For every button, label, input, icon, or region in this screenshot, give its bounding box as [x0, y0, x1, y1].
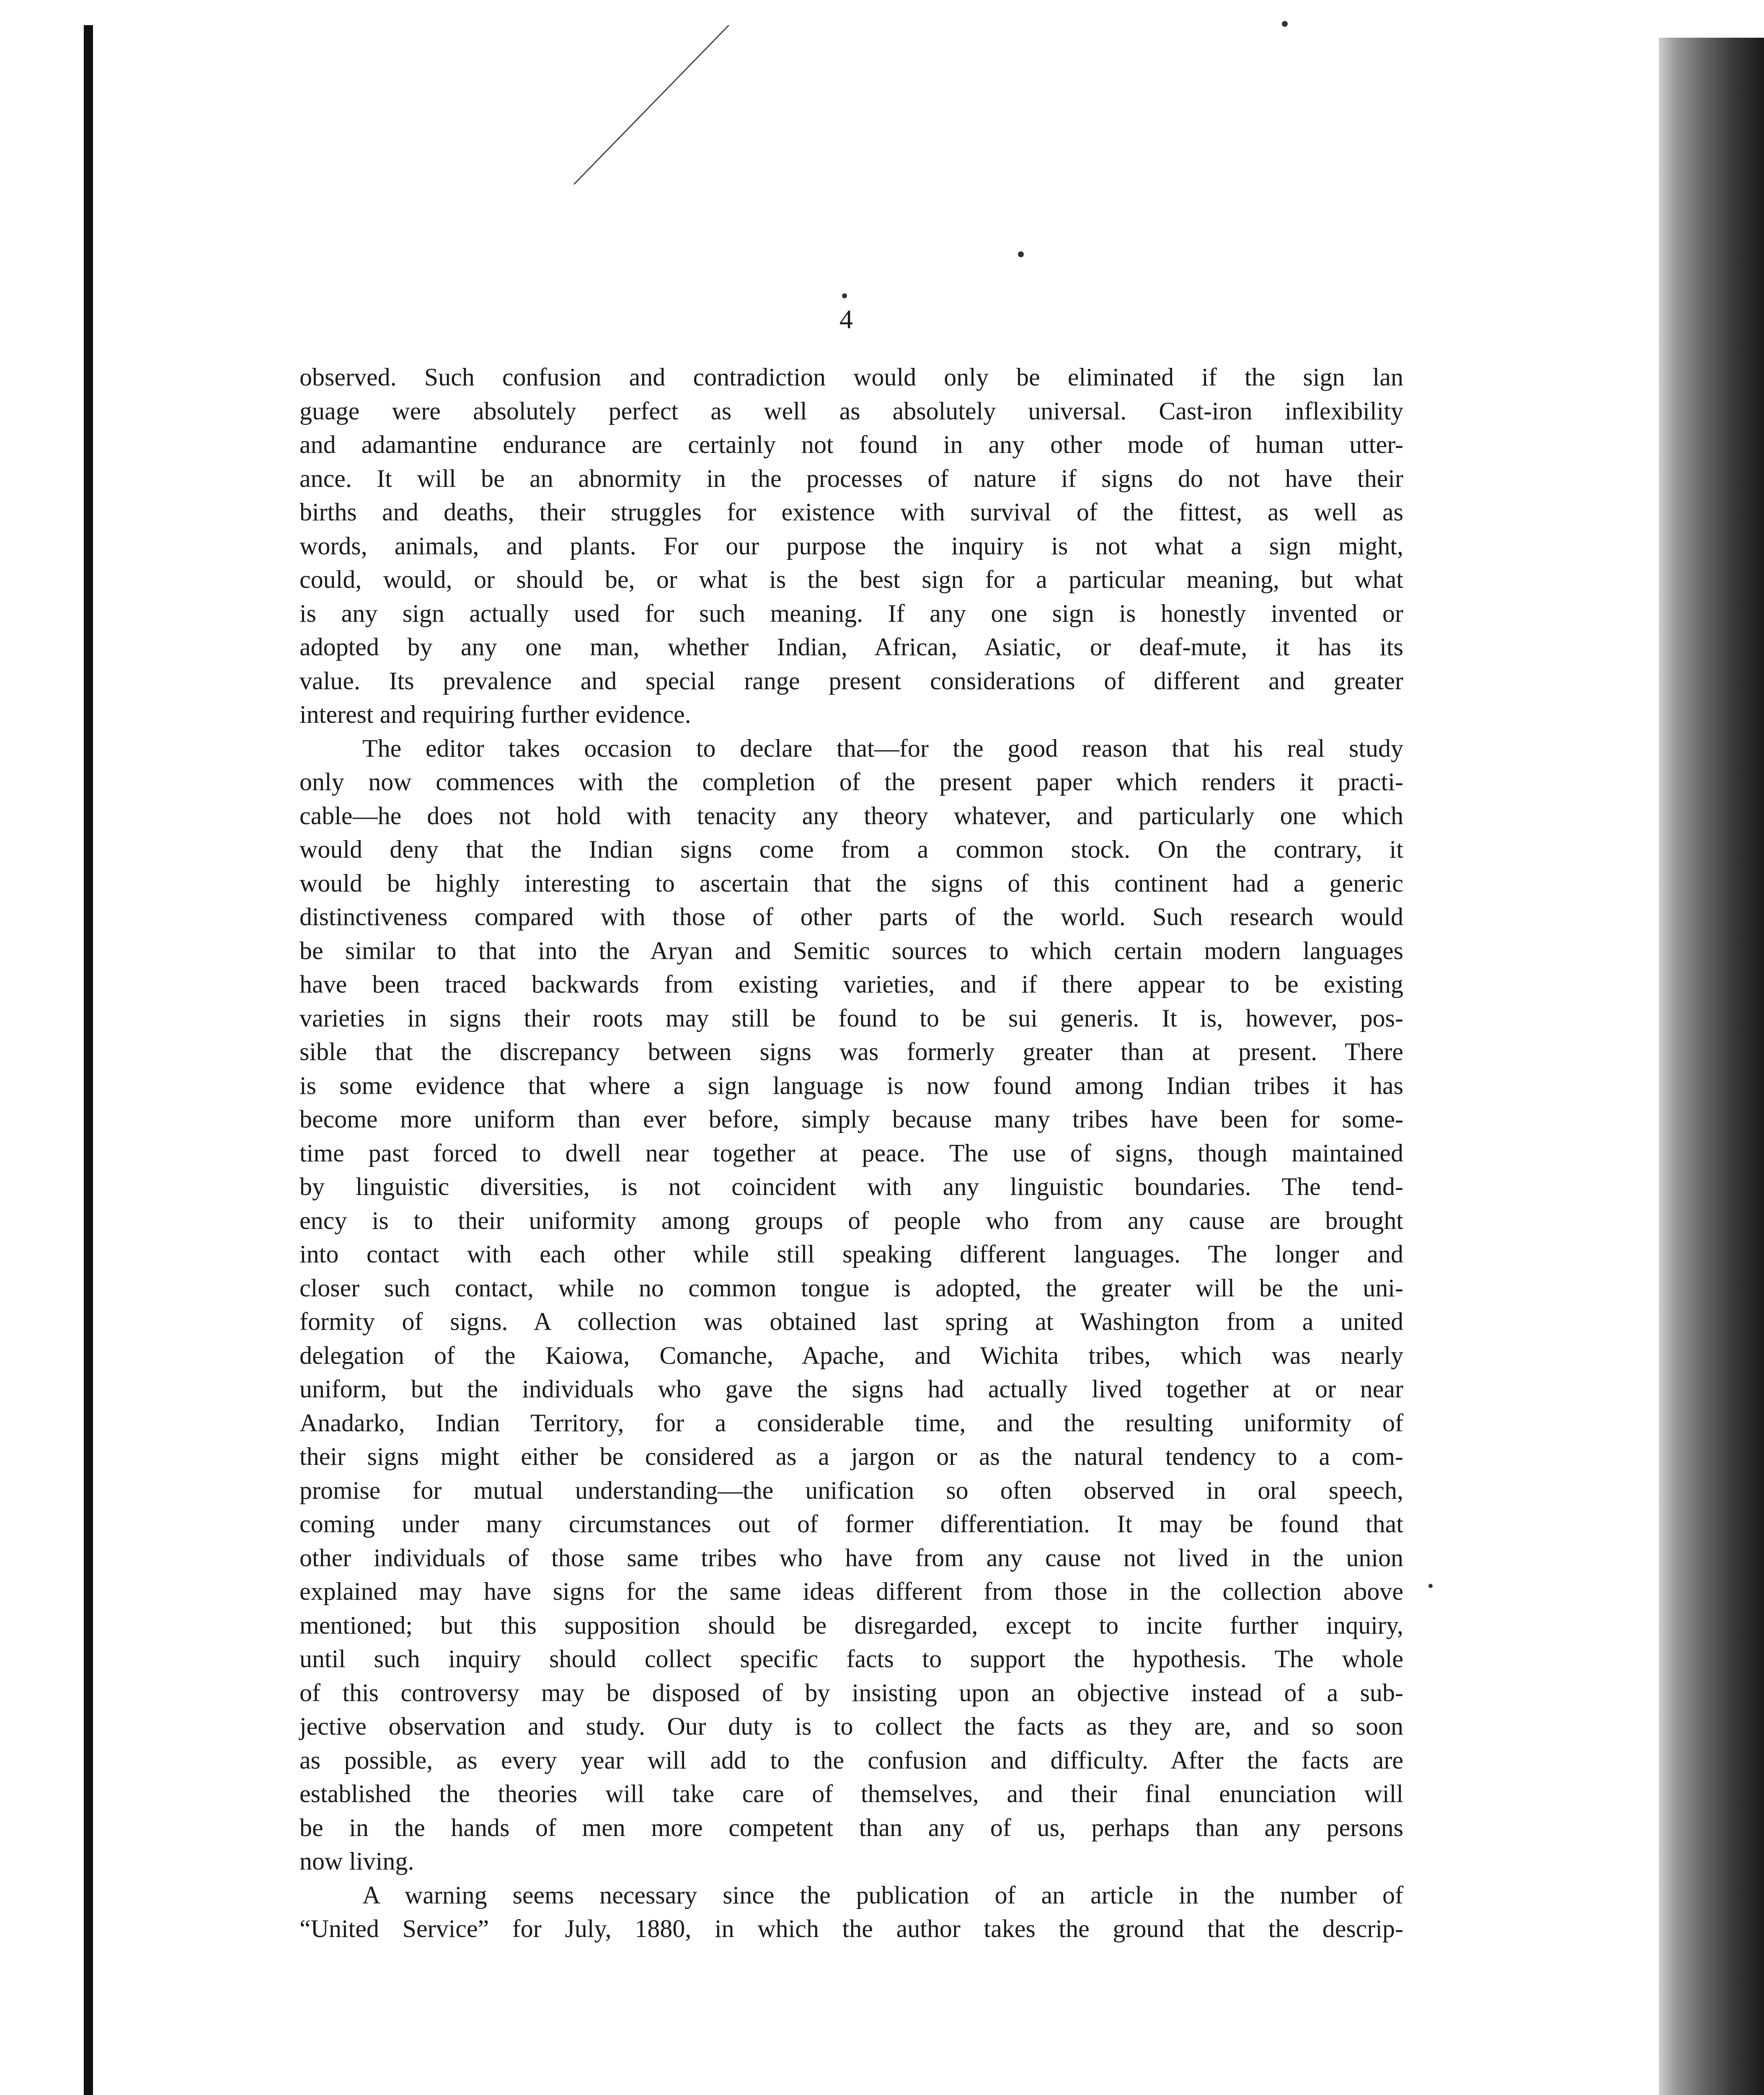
text-line: formity of signs. A collection was obtained last spring at Washington from a united	[300, 1308, 1403, 1335]
scan-speck	[1428, 1584, 1433, 1588]
page-number: 4	[839, 304, 853, 334]
text-line: observed. Such confusion and contradiction would only be eliminated if the sign lan	[300, 363, 1403, 391]
text-line: would be highly interesting to ascertain that the signs of this continent had a generic	[300, 869, 1403, 897]
text-line: coming under many circumstances out of former differentiation. It may be found that	[300, 1510, 1403, 1538]
scan-edge-right	[1659, 38, 1764, 2095]
paragraph-2	[300, 732, 1403, 1878]
text-line: of this controversy may be disposed of by insisting upon an objective instead of a sub-	[300, 1679, 1403, 1707]
text-line: would deny that the Indian signs come from a common stock. On the contrary, it	[300, 835, 1403, 863]
text-line: could, would, or should be, or what is the best sign for a particular meaning, but what	[300, 566, 1403, 593]
text-line: explained may have signs for the same ideas different from those in the collection above	[300, 1578, 1403, 1605]
text-line: into contact with each other while still speaking different languages. The longer and	[300, 1240, 1403, 1268]
text-line: distinctiveness compared with those of other parts of the world. Such research would	[300, 903, 1403, 931]
text-line: sible that the discrepancy between signs was formerly greater than at present. There	[300, 1038, 1403, 1066]
body-text	[300, 360, 1403, 1946]
text-line: now living.	[300, 1847, 414, 1875]
text-line: have been traced backwards from existing varieties, and if there appear to be existing	[300, 970, 1403, 998]
text-line: mentioned; but this supposition should be disregarded, except to incite further inquiry,	[300, 1611, 1403, 1639]
text-line: promise for mutual understanding—the unification so often observed in oral speech,	[300, 1476, 1403, 1504]
paragraph-3	[300, 1878, 1403, 1946]
text-line: jective observation and study. Our duty is to collect the facts as they are, and so soon	[300, 1712, 1403, 1740]
text-line: The editor takes occasion to declare that—for the good reason that his real study	[362, 734, 1403, 762]
scan-speck	[842, 293, 847, 298]
text-line: be similar to that into the Aryan and Semitic sources to which certain modern languages	[300, 936, 1403, 965]
text-line: established the theories will take care of themselves, and their final enunciation will	[300, 1780, 1403, 1808]
text-line: as possible, as every year will add to the confusion and difficulty. After the facts are	[300, 1746, 1403, 1774]
text-line: become more uniform than ever before, simply because many tribes have been for some-	[300, 1105, 1403, 1133]
text-line: be in the hands of men more competent than any of us, perhaps than any persons	[300, 1813, 1403, 1842]
text-line: interest and requiring further evidence.	[300, 701, 691, 728]
text-line: varieties in signs their roots may still be found to be sui generis. It is, however, pos-	[300, 1004, 1403, 1032]
scan-speck	[1018, 251, 1024, 257]
text-line: is some evidence that where a sign language is now found among Indian tribes it has	[300, 1071, 1403, 1099]
text-line: is any sign actually used for such meaning. If any one sign is honestly invented or	[300, 599, 1403, 627]
text-line: ency is to their uniformity among groups of people who from any cause are brought	[300, 1206, 1403, 1234]
text-line: “United Service” for July, 1880, in which the author takes the ground that the descrip-	[300, 1915, 1403, 1942]
text-line: cable—he does not hold with tenacity any theory whatever, and particularly one which	[300, 802, 1403, 830]
paragraph-1	[300, 360, 1403, 732]
scan-speck	[1282, 21, 1288, 27]
text-line: value. Its prevalence and special range present considerations of different and greater	[300, 667, 1403, 695]
text-line: uniform, but the individuals who gave the signs had actually lived together at or near	[300, 1375, 1403, 1403]
scan-pencil-stroke	[570, 25, 737, 193]
text-line: closer such contact, while no common tongue is adopted, the greater will be the uni-	[300, 1274, 1403, 1302]
text-line: their signs might either be considered as a jargon or as the natural tendency to a com-	[300, 1443, 1403, 1470]
text-line: words, animals, and plants. For our purpose the inquiry is not what a sign might,	[300, 532, 1403, 560]
text-line: A warning seems necessary since the publication of an article in the number of	[362, 1881, 1403, 1909]
text-line: births and deaths, their struggles for existence with survival of the fittest, as well as	[300, 498, 1403, 526]
text-line: other individuals of those same tribes who have from any cause not lived in the union	[300, 1544, 1403, 1572]
text-line: ance. It will be an abnormity in the processes of nature if signs do not have their	[300, 464, 1403, 492]
text-line: until such inquiry should collect specific facts to support the hypothesis. The whole	[300, 1645, 1403, 1673]
text-line: Anadarko, Indian Territory, for a considerable time, and the resulting uniformity of	[300, 1409, 1403, 1437]
text-line: time past forced to dwell near together at peace. The use of signs, though maintained	[300, 1139, 1403, 1167]
text-line: delegation of the Kaiowa, Comanche, Apache, and Wichita tribes, which was nearly	[300, 1341, 1403, 1369]
scan-edge-left	[84, 25, 93, 2095]
text-line: and adamantine endurance are certainly not found in any other mode of human utter-	[300, 431, 1403, 458]
text-line: by linguistic diversities, is not coincident with any linguistic boundaries. The tend-	[300, 1173, 1403, 1200]
text-line: guage were absolutely perfect as well as absolutely universal. Cast-iron inflexibility	[300, 397, 1403, 425]
text-line: only now commences with the completion of the present paper which renders it practi-	[300, 768, 1403, 796]
text-line: adopted by any one man, whether Indian, African, Asiatic, or deaf-mute, it has its	[300, 633, 1403, 661]
